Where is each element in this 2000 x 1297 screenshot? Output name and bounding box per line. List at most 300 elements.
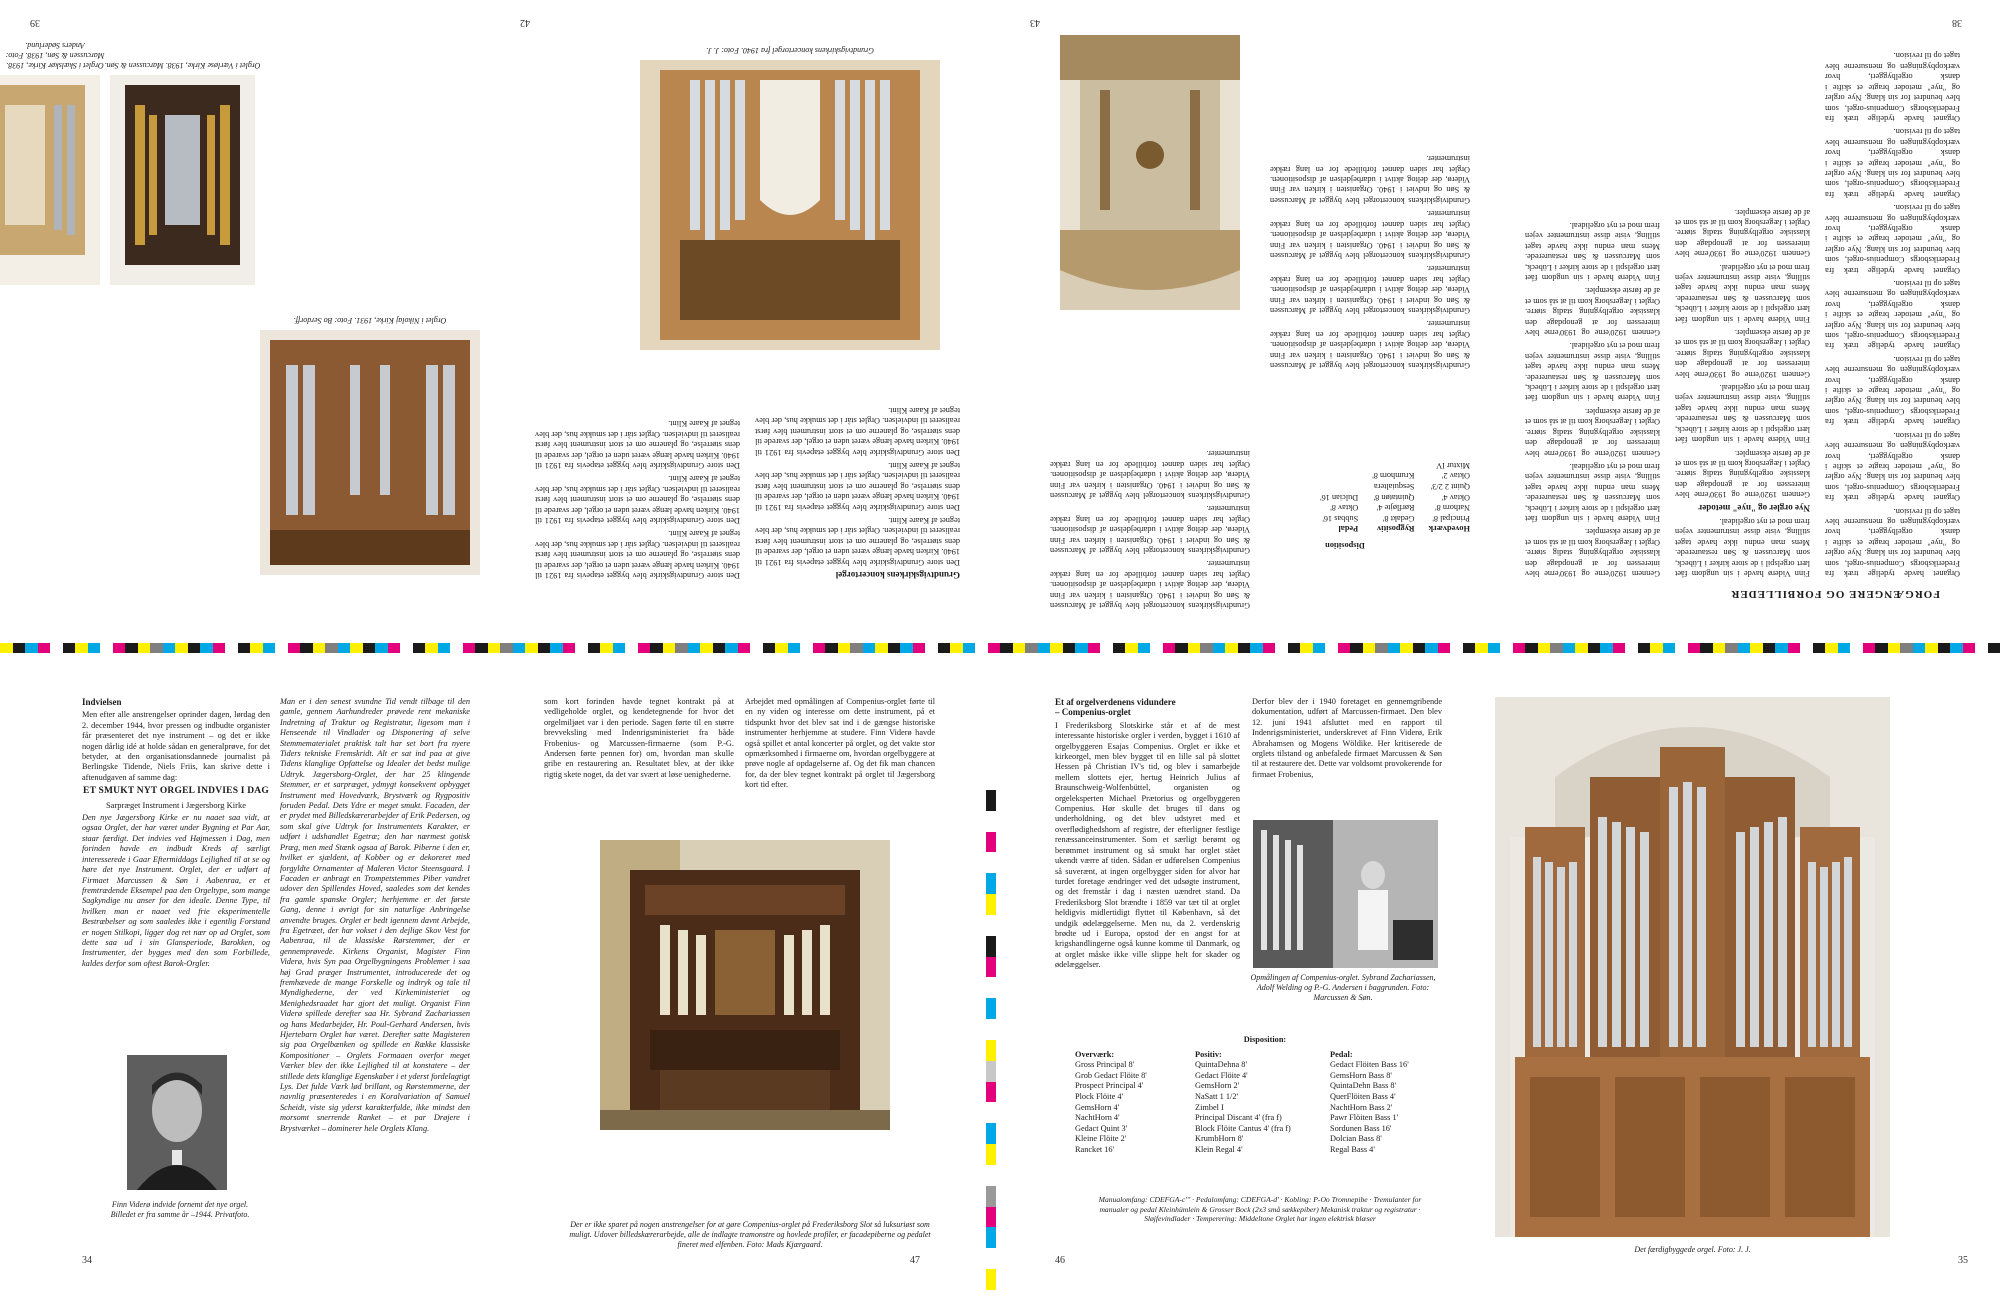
page-43 xyxy=(1005,0,1500,640)
color-patch xyxy=(113,643,126,653)
disposition-hovedvaerk: Hovedværk Principal 8' Nathorn 8' Oktav 4' Quint 2 2/3' Oktav 2' Mixtur IV xyxy=(1428,460,1470,534)
stop-item: KrumbHorn 8' xyxy=(1195,1134,1244,1144)
page-number: 39 xyxy=(30,17,40,28)
text-column: Finn Viderø havde i sin ungdom fået lært orgelspil i de store kirker i Lübeck, som Marcussen & Søn restaurerede. Mens man endnu ikke havde taget stilling, viste disse instrumenter vejen frem mod et nyt orgelideal. Nye orgler og "nye" metoder Gennem 1920'erne og 1930'erne blev interessen for at genopdage den klassiske orgelbygning stadig større. Orglet i Jægersborg kom til at stå som et af de første eksempler. Finn Viderø havde i sin ungdom fået lært orgelspil i de store kirker i Lübeck, som Marcussen & Søn restaurerede. Mens man endnu ikke havde taget stilling, viste disse instrumenter vejen frem mod et nyt orgelideal. Gennem 1920'erne og 1930'erne blev interessen for at genopdage den klassiske orgelbygning stadig større. Orglet i Jægersborg kom til at stå som et af de første eksempler. Finn Viderø havde i sin ungdom fået lært orgelspil i de store kirker i Lübeck, som Marcussen & Søn restaurerede. Mens man endnu ikke havde taget stilling, viste disse instrumenter vejen frem mod et nyt orgelideal. Gennem 1920'erne og 1930'erne blev interessen for at genopdage den klassiske orgelbygning stadig større. Orglet i Jægersborg kom til at stå som et af de første eksempler. xyxy=(1675,207,1810,578)
nikolaj-organ-photo xyxy=(260,330,480,575)
color-patch xyxy=(575,643,588,653)
color-patch xyxy=(1575,643,1588,653)
article-quote: Den nye Jægersborg Kirke er nu naaet saa vidt, at ogsaa Orglet, der har været under Bygning et Par Aar, staar færdigt. Det indvies ved Højmessen i Dag, men forinden havde en indbudt Kreds af særligt interesserede i Gaar Eftermiddags Lejlighed til at se og høre det nye Instrument. Orglet, der er udført af Firmaet Marcussen & Søn i Aabenraa, er et fremtrædende Eksempel paa den Orgeltype, som mange Sagkyndige nu anser for den ideale. Denne Type, til hvilken man er naaet ved frie eksperimentelle Bestræbelser og som saaledes ikke i egentlig Forstand er nogen Stilkopi, ligger dog ret nær op ad Orglet, som dette saa ud i sin Glansperiode, Barokken, og Instrumenter, der bygges med den som Forbillede, kaldes derfor som oftest Barok-Orgler. xyxy=(82,813,270,968)
color-patch xyxy=(1863,643,1876,653)
color-patch xyxy=(1675,643,1688,653)
color-patch xyxy=(525,643,538,653)
color-patch xyxy=(625,643,638,653)
stop-item: Sordunen Bass 16' xyxy=(1330,1123,1392,1133)
color-patch xyxy=(1400,643,1413,653)
color-patch xyxy=(800,643,813,653)
color-patch xyxy=(986,1019,996,1040)
compenius-measurement-photo xyxy=(1253,820,1438,968)
page-number: 42 xyxy=(520,17,530,28)
color-patch xyxy=(888,643,901,653)
stop-item: NaSatt 1 1/2' xyxy=(1195,1091,1238,1101)
color-patch xyxy=(1638,643,1651,653)
text-column: Indvielsen Men efter alle anstrengelser oprinder dagen, lørdag den 2. december 1944, hvor pressen og indbudte organister får præsenteret det nye instrument – og det er ikke nogen dårlig idé at holde sådan en generalprøve, for det betyder, at den organisationsdannede journalist på Berlingske Tidende, Niels Friis, kan skrive dette i aftenudgaven af samme dag: ET SMUKT NYT ORGEL INDVIES I DAG Sarpræget Instrument i Jægersborg Kirke Den nye Jægersborg Kirke er nu naaet saa vidt, at ogsaa Orglet, der har været under Bygning et Par Aar, staar færdigt. Det indvies ved Højmessen i Dag, men forinden havde en indbudt Kreds af særligt interesserede i Gaar Eftermiddags Lejlighed til at se og høre det nye Instrument. Orglet, der er udført af Firmaet Marcussen & Søn i Aabenraa, er et fremtrædende Eksempel paa den Orgeltype, som mange Sagkyndige nu anser for den ideale. Denne Type, til hvilken man er naaet ved frie eksperimentelle Bestræbelser og som saaledes ikke i egentlig Forstand er nogen Stilkopi, ligger dog ret nær op ad Orglet, som dette saa ud i sin Glansperiode, Barokken, og Instrumenter, der bygges med den som Forbillede, kaldes derfor som oftest Barok-Orgler. xyxy=(82,697,270,968)
disposition-pedal: Pedal: Gedact Flöiten Bass 16' GemsHorn Bass 8' QuintaDehn Bass 8' QuerFlöiten Bass 4' NachtHorn Bass 2' Pawr Flöiten Bass 1' Sordunen Bass 16' Dolcian Bass 8' Regal Bass 4' xyxy=(1330,1050,1455,1156)
color-patch xyxy=(638,643,651,653)
color-patch xyxy=(1313,643,1326,653)
stop-item: Oktav 2' xyxy=(1442,471,1470,481)
color-patch xyxy=(1538,643,1551,653)
section-heading: Et af orgelverdenens vidundere xyxy=(1055,697,1176,707)
color-patch xyxy=(175,643,188,653)
stop-item: Quintatøn 8' xyxy=(1373,492,1415,502)
stop-item: GemsHorn 2' xyxy=(1195,1081,1240,1091)
color-patch xyxy=(1550,643,1563,653)
disposition-list xyxy=(1429,459,1471,523)
color-patch xyxy=(538,643,551,653)
color-patch xyxy=(1238,643,1251,653)
color-patch xyxy=(88,643,101,653)
page-number: 35 xyxy=(1958,1255,1968,1266)
color-patch xyxy=(713,643,726,653)
stop-item: Regal Bass 4' xyxy=(1330,1144,1375,1154)
color-patch xyxy=(1900,643,1913,653)
stop-item: Block Flöite Cantus 4' (fra f) xyxy=(1195,1123,1291,1133)
color-patch xyxy=(488,643,501,653)
color-patch xyxy=(863,643,876,653)
photo-caption: Orglet i Værløse Kirke, 1938. Marcussen & Søn. xyxy=(104,61,261,70)
color-patch xyxy=(1488,643,1501,653)
stop-item: Grob Gedact Flöite 8' xyxy=(1075,1070,1147,1080)
color-patch xyxy=(1213,643,1226,653)
color-patch xyxy=(600,643,613,653)
color-patch xyxy=(375,643,388,653)
color-patch xyxy=(463,643,476,653)
color-patch xyxy=(613,643,626,653)
color-patch xyxy=(1813,643,1826,653)
color-patch xyxy=(1025,643,1038,653)
color-patch xyxy=(100,643,113,653)
photo-caption: Finn Viderø indvide fornemt det nye orgel. Billedet er fra samme år –1944. Privatfoto. xyxy=(110,1200,250,1219)
compenius-organ-photo xyxy=(600,840,890,1130)
color-patch xyxy=(688,643,701,653)
color-patch xyxy=(1775,643,1788,653)
color-patch xyxy=(63,643,76,653)
finn-videro-portrait xyxy=(127,1055,227,1190)
color-patch xyxy=(1250,643,1263,653)
disposition-oververk: Overværk: Gross Principal 8' Grob Gedact Flöite 8' Prospect Principal 4' Plock Flöite 4' GemsHorn 4' NachtHorn 4' Gedact Quint 3' Kleine Flöite 2' Rancket 16' xyxy=(1075,1050,1190,1156)
color-patch xyxy=(1050,643,1063,653)
stop-item: Gedakt 8' xyxy=(1382,513,1415,523)
stop-item: Gedact Flöite 4' xyxy=(1195,1070,1248,1080)
color-patch xyxy=(38,643,51,653)
color-patch xyxy=(925,643,938,653)
color-patch xyxy=(325,643,338,653)
disposition-footnote: Manualomfang: CDEFGA-c''' · Pedalomfang: CDEFGA-d' · Kobling: P-Oo Tromnepibe · Tremulanter for manualer og pedal Kleinhümlein & Grosser Bock (2x3 små sækkepiber) Mekanisk traktur og registratur · Sløjfevindlader · Temperering: Middeltone Orglet har ingen elektrisk blæser xyxy=(1098,1195,1422,1223)
color-patch xyxy=(338,643,351,653)
color-patch xyxy=(1738,643,1751,653)
color-patch xyxy=(263,643,276,653)
stop-item: Sesquialtera xyxy=(1373,482,1415,492)
section-heading: Grundtvigskirkens koncertorgel xyxy=(835,570,960,580)
section-heading: Indvielsen xyxy=(82,697,122,707)
grundtvig-organ-photo xyxy=(640,60,940,350)
color-patch xyxy=(1088,643,1101,653)
color-patch xyxy=(950,643,963,653)
stop-item: QuerFlöiten Bass 4' xyxy=(1330,1091,1396,1101)
color-patch xyxy=(1525,643,1538,653)
disposition-positiv: Positiv: QuintaDehna 8' Gedact Flöite 4' GemsHorn 2' NaSatt 1 1/2' Zimbel I Principal Discant 4' (fra f) Block Flöite Cantus 4' (fra f) KrumbHorn 8' Klein Regal 4' xyxy=(1195,1050,1325,1156)
stop-item: Dolcian Bass 8' xyxy=(1330,1134,1382,1144)
chapter-heading: FORGÆNGERE OG FORBILLEDER xyxy=(1730,588,1940,600)
color-patch xyxy=(1363,643,1376,653)
color-patch xyxy=(738,643,751,653)
color-patch xyxy=(1175,643,1188,653)
stop-item: Krumhorn 8' xyxy=(1372,471,1415,481)
stop-item: Rancket 16' xyxy=(1075,1144,1115,1154)
color-patch xyxy=(986,977,996,998)
color-patch xyxy=(1413,643,1426,653)
color-patch xyxy=(1063,643,1076,653)
color-patch xyxy=(986,1123,996,1144)
color-patch xyxy=(75,643,88,653)
page-46 xyxy=(1005,655,1490,1295)
color-patch xyxy=(1200,643,1213,653)
stop-item: Quint 2 2/3' xyxy=(1430,482,1470,492)
color-patch xyxy=(225,643,238,653)
color-patch xyxy=(188,643,201,653)
color-patch xyxy=(1275,643,1288,653)
stop-item: Pawr Flöiten Bass 1' xyxy=(1330,1113,1399,1123)
photo-caption: Orglet i Skælskør Kirke, 1938. Marcussen & Søn, 1938. Foto: Anders Søderlund. xyxy=(5,41,105,70)
photo-caption: Opmålingen af Compenius-orglet. Sybrand Zachariassen, Adolf Welding og P.-G. Andersen i baggrunden. Foto: Marcussen & Søn. xyxy=(1250,973,1436,1002)
color-patch xyxy=(1138,643,1151,653)
color-patch xyxy=(1150,643,1163,653)
color-patch xyxy=(1688,643,1701,653)
disposition-list xyxy=(1075,1060,1190,1155)
stop-item: Principal Discant 4' (fra f) xyxy=(1195,1113,1282,1123)
text-column: Gennem 1920'erne og 1930'erne blev interessen for at genopdage den klassiske orgelbygning stadig større. Orglet i Jægersborg kom til at stå som et af de første eksempler. Finn Viderø havde i sin ungdom fået lært orgelspil i de store kirker i Lübeck, som Marcussen & Søn restaurerede. Mens man endnu ikke havde taget stilling, viste disse instrumenter vejen frem mod et nyt orgelideal. Gennem 1920'erne og 1930'erne blev interessen for at genopdage den klassiske orgelbygning stadig større. Orglet i Jægersborg kom til at stå som et af de første eksempler. Finn Viderø havde i sin ungdom fået lært orgelspil i de store kirker i Lübeck, som Marcussen & Søn restaurerede. Mens man endnu ikke havde taget stilling, viste disse instrumenter vejen frem mod et nyt orgelideal. Gennem 1920'erne og 1930'erne blev interessen for at genopdage den klassiske orgelbygning stadig større. Orglet i Jægersborg kom til at stå som et af de første eksempler. Finn Viderø havde i sin ungdom fået lært orgelspil i de store kirker i Lübeck, som Marcussen & Søn restaurerede. Mens man endnu ikke havde taget stilling, viste disse instrumenter vejen frem mod et nyt orgelideal. xyxy=(1525,221,1660,578)
color-patch xyxy=(1850,643,1863,653)
color-patch xyxy=(450,643,463,653)
color-patch xyxy=(588,643,601,653)
article-title: ET SMUKT NYT ORGEL INDVIES I DAG xyxy=(83,786,269,797)
color-patch xyxy=(1938,643,1951,653)
page-number: 47 xyxy=(910,1255,920,1266)
disposition-title: Disposition: xyxy=(1243,1035,1287,1044)
color-patch xyxy=(700,643,713,653)
color-patch xyxy=(986,998,996,1019)
color-patch xyxy=(1163,643,1176,653)
page-number: 38 xyxy=(1952,17,1962,28)
organ-balcony-photo xyxy=(1060,35,1240,310)
color-patch xyxy=(975,643,988,653)
color-patch xyxy=(1625,643,1638,653)
text-column: Et af orgelverdenens vidundere – Compenius-orglet I Frederiksborg Slotskirke står et af de mest interessante historiske orgler i verden, bygget i 1610 af orgelbyggeren Esajas Compenius. Orglet er ikke et kirkeorgel, men blev bygget til en lille sal på slottet Hessen på Christian IV's tid, og blev i samarbejde mellem slottets ejer, hertug Heinrich Julius af Braunschweig-Wolfenbüttel, organisten og orgeleksperten Michael Prætorius og orgelbyggeren Compenius. Hør skulle det bruges til dans og underholdning, og det blev udstyret med et overflødighedshorn af registre, der efterligner festlige renæssanceinstrumenter. Som et særligt berømt og berømmet instrument og så smukt har orglet stået ukendt værre af tiden. Sådan er udførelsen Compenius så suverænt, at ingen orgelbygger siden for alvor har turdet foretage ændringer ved det udsøgte instrument, og det fremstår i dag i næsten uændret stand. Da Frederiksborg Slot brændte i 1859 var tæt til at orglet heldigvis midlertidigt flyttet til København, så det undgik ødelæggelserne. Men nu, da 2. verdenskrig brødte ud i Europa, opstod der en angst for at krigshandlingerne også kunne komme til Danmark, og at orglet måske ikke ville slippe helt for skader og ødelæggelser. xyxy=(1055,697,1240,970)
color-patch xyxy=(1288,643,1301,653)
color-patch xyxy=(350,643,363,653)
disposition-list xyxy=(1320,491,1358,523)
color-patch xyxy=(1188,643,1201,653)
color-patch xyxy=(138,643,151,653)
color-patch xyxy=(200,643,213,653)
stop-item: GemsHorn Bass 8' xyxy=(1330,1070,1392,1080)
stop-item: Subbas 16' xyxy=(1322,513,1359,523)
color-patch xyxy=(1913,643,1926,653)
skaelskor-organ-photo xyxy=(0,75,100,285)
color-patch xyxy=(1338,643,1351,653)
color-patch xyxy=(650,643,663,653)
color-patch xyxy=(288,643,301,653)
color-patch xyxy=(913,643,926,653)
color-patch xyxy=(438,643,451,653)
page-number: 43 xyxy=(1030,17,1040,28)
color-patch xyxy=(425,643,438,653)
color-patch xyxy=(986,894,996,915)
disposition-rygpositiv: Rygpositiv Gedakt 8' Rørfløjte 4' Quintatøn 8' Sesquialtera Krumhorn 8' xyxy=(1372,471,1415,534)
color-patch xyxy=(986,936,996,957)
color-patch xyxy=(986,832,996,853)
color-patch xyxy=(986,1061,996,1082)
photo-caption: Der er ikke sparet på nogen anstrengelser for at gøre Compenius-orglet på Frederiksborg Slot så luksuriøst som muligt. Udover billedskærerarbejde, alle de indlagte tramonstre og hovlede profiler, er facadepiberne og pedalet fineret med elfenben. Foto: Mads Kjærgaard. xyxy=(569,1220,931,1249)
color-patch xyxy=(413,643,426,653)
color-patch xyxy=(1375,643,1388,653)
color-patch xyxy=(986,1248,996,1269)
text-column: Arbejdet med opmålingen af Compenius-orglet førte til en ny viden og interesse om dette instrument, på et tidspunkt hvor det blev sat ind i de gængse historiske instrumenter herhjemme at studere. Finn Viderø havde også spillet et antal koncerter på orglet, og det vakte stor opmærksomhed i firmaerne om, hvordan orgelbyggere at prøve nogle af opdagelserne af. Og det fik man chancen for, da der blev tegnet kontrakt på orglet til Jægersborg kort tid efter. xyxy=(745,697,935,790)
color-patch xyxy=(1725,643,1738,653)
color-patch xyxy=(900,643,913,653)
color-patch xyxy=(250,643,263,653)
stop-item: Gross Principal 8' xyxy=(1075,1060,1135,1070)
text-column: Grundtvigskirkens koncertorgel blev bygget af Marcussen & Søn og indviet i 1940. Organisten i kirken var Finn Viderø, der deltog aktivt i udarbejdelsen af dispositionen. Orglet har siden dannet forbillede for en lang række instrumenter. Grundtvigskirkens koncertorgel blev bygget af Marcussen & Søn og indviet i 1940. Organisten i kirken var Finn Viderø, der deltog aktivt i udarbejdelsen af dispositionen. Orglet har siden dannet forbillede for en lang række instrumenter. Grundtvigskirkens koncertorgel blev bygget af Marcussen & Søn og indviet i 1940. Organisten i kirken var Finn Viderø, der deltog aktivt i udarbejdelsen af dispositionen. Orglet har siden dannet forbillede for en lang række instrumenter. xyxy=(1050,449,1250,610)
vaerlose-organ-photo xyxy=(110,75,255,285)
page-38 xyxy=(1500,0,2000,640)
stop-item: NachtHorn 4' xyxy=(1075,1113,1120,1123)
color-patch xyxy=(475,643,488,653)
registration-color-strip xyxy=(0,643,2000,653)
color-patch xyxy=(163,643,176,653)
color-patch xyxy=(1125,643,1138,653)
color-patch xyxy=(1950,643,1963,653)
color-patch xyxy=(986,1186,996,1207)
registration-color-bar xyxy=(986,790,996,1290)
color-patch xyxy=(986,1227,996,1248)
color-patch xyxy=(300,643,313,653)
color-patch xyxy=(986,1102,996,1123)
stop-item: Gedact Flöiten Bass 16' xyxy=(1330,1060,1409,1070)
disposition-list xyxy=(1195,1060,1325,1155)
stop-item: GemsHorn 4' xyxy=(1075,1102,1120,1112)
color-patch xyxy=(775,643,788,653)
stop-item: Klein Regal 4' xyxy=(1195,1144,1243,1154)
text-column: Organet havde tydelige træk fra Frederiksborgs Compenius-orgel, som blev beundret for sin klang. Nye orgler og "nye" metoder bragte et skifte i dansk orgelbyggeri, hvor værkopbygningen og mensurerne blev taget op til revision. Organet havde tydelige træk fra Frederiksborgs Compenius-orgel, som blev beundret for sin klang. Nye orgler og "nye" metoder bragte et skifte i dansk orgelbyggeri, hvor værkopbygningen og mensurerne blev taget op til revision. Organet havde tydelige træk fra Frederiksborgs Compenius-orgel, som blev beundret for sin klang. Nye orgler og "nye" metoder bragte et skifte i dansk orgelbyggeri, hvor værkopbygningen og mensurerne blev taget op til revision. Organet havde tydelige træk fra Frederiksborgs Compenius-orgel, som blev beundret for sin klang. Nye orgler og "nye" metoder bragte et skifte i dansk orgelbyggeri, hvor værkopbygningen og mensurerne blev taget op til revision. Organet havde tydelige træk fra Frederiksborgs Compenius-orgel, som blev beundret for sin klang. Nye orgler og "nye" metoder bragte et skifte i dansk orgelbyggeri, hvor værkopbygningen og mensurerne blev taget op til revision. Organet havde tydelige træk fra Frederiksborgs Compenius-orgel, som blev beundret for sin klang. Nye orgler og "nye" metoder bragte et skifte i dansk orgelbyggeri, hvor værkopbygningen og mensurerne blev taget op til revision. Organet havde tydelige træk fra Frederiksborgs Compenius-orgel, som blev beundret for sin klang. Nye orgler og "nye" metoder bragte et skifte i dansk orgelbyggeri, hvor værkopbygningen og mensurerne blev taget op til revision. xyxy=(1825,51,1960,578)
color-patch xyxy=(763,643,776,653)
color-patch xyxy=(1563,643,1576,653)
page-39 xyxy=(0,0,500,640)
color-patch xyxy=(986,1082,996,1103)
color-patch xyxy=(986,915,996,936)
color-patch xyxy=(25,643,38,653)
compenius-disposition xyxy=(1075,1035,1455,1156)
color-patch xyxy=(0,643,13,653)
color-patch xyxy=(813,643,826,653)
color-patch xyxy=(1438,643,1451,653)
page-number: 34 xyxy=(82,1255,92,1266)
color-patch xyxy=(1513,643,1526,653)
color-patch xyxy=(213,643,226,653)
text-column: som kort forinden havde tegnet kontrakt på at vedligeholde orglet, og kendetegnende for hvor det orgelmiljøet var i den periode. Sagen førte til en større brevveksling med Indenrigsministeriet fra både Frobenius- og Marcussen-firmaerne (som P.-G. Andersen førte pennen for) om, hvordan man skulle gribe en restaurering an. Resultatet blev, at der ikke rigtig skete noget, da det var svært at løse uenighederne. xyxy=(544,697,734,779)
page-34 xyxy=(0,655,500,1295)
page-42 xyxy=(500,0,995,640)
color-patch xyxy=(400,643,413,653)
color-patch xyxy=(1350,643,1363,653)
color-patch xyxy=(1663,643,1676,653)
color-patch xyxy=(963,643,976,653)
color-patch xyxy=(1450,643,1463,653)
stop-item: Oktav 8' xyxy=(1330,503,1359,513)
stop-item: Plock Flöite 4' xyxy=(1075,1091,1124,1101)
disposition-list xyxy=(1330,1060,1455,1155)
stop-item: NachtHorn Bass 2' xyxy=(1330,1102,1393,1112)
color-patch xyxy=(875,643,888,653)
color-patch xyxy=(988,643,1001,653)
stop-item: Zimbel I xyxy=(1195,1102,1224,1112)
stop-item: Nathorn 8' xyxy=(1435,503,1470,513)
text-column: Den store Grundtvigskirke blev bygget etapevis fra 1921 til 1940. Kirken havde længe været uden et orgel, der svarede til dens størrelse, og planerne om et stort instrument blev først realiseret til indvielsen. Orglet står i det smukke hus, der blev tegnet af Kaare Klint. Den store Grundtvigskirke blev bygget etapevis fra 1921 til 1940. Kirken havde længe været uden et orgel, der svarede til dens størrelse, og planerne om et stort instrument blev først realiseret til indvielsen. Orglet står i det smukke hus, der blev tegnet af Kaare Klint. Den store Grundtvigskirke blev bygget etapevis fra 1921 til 1940. Kirken havde længe været uden et orgel, der svarede til dens størrelse, og planerne om et stort instrument blev først realiseret til indvielsen. Orglet står i det smukke hus, der blev tegnet af Kaare Klint. xyxy=(535,419,740,580)
color-patch xyxy=(1713,643,1726,653)
color-patch xyxy=(1700,643,1713,653)
color-patch xyxy=(550,643,563,653)
disposition-list xyxy=(1372,470,1414,523)
color-patch xyxy=(1425,643,1438,653)
bottom-spread xyxy=(0,655,2000,1297)
color-patch xyxy=(1600,643,1613,653)
color-patch xyxy=(986,1165,996,1186)
photo-caption: Orglet i Nikolaj Kirke, 1931. Foto: Bo Serdorff. xyxy=(293,316,447,325)
color-patch xyxy=(50,643,63,653)
color-patch xyxy=(563,643,576,653)
color-patch xyxy=(238,643,251,653)
color-patch xyxy=(788,643,801,653)
color-patch xyxy=(1013,643,1026,653)
color-patch xyxy=(1888,643,1901,653)
color-patch xyxy=(1838,643,1851,653)
color-patch xyxy=(1800,643,1813,653)
color-patch xyxy=(986,1207,996,1228)
page-number: 46 xyxy=(1055,1255,1065,1266)
stop-item: Prospect Principal 4' xyxy=(1075,1081,1144,1091)
color-patch xyxy=(1588,643,1601,653)
color-patch xyxy=(313,643,326,653)
color-patch xyxy=(1763,643,1776,653)
color-patch xyxy=(1325,643,1338,653)
color-patch xyxy=(825,643,838,653)
color-patch xyxy=(500,643,513,653)
color-patch xyxy=(125,643,138,653)
color-patch xyxy=(1925,643,1938,653)
color-patch xyxy=(750,643,763,653)
text-column: Man er i den senest svundne Tid vendt tilbage til den gamle, gennem Aarhundreder prøvede rent mekaniske Indretning af Traktur og Registratur, ligesom man i Henseende til Vindlader og Disponering af selve Stemmematerialet praktisk talt har set bort fra nyere Tiders tekniske Fremskridt. Alt er sat ind paa at give Tidens klanglige Opfattelse og Idealer det bedst mulige Udtryk. Jægersborg-Orglet, der har 25 klingende Stemmer, er et sarpræget, ydmygt konsekvent opbygget Instrument med Hovedværk, Brystværk og Rygpositiv foruden Pedal. Dets Ydre er meget smukt. Facaden, der er prydet med Billedskærerarbejder af Erik Pedersen, og som skal give Udtryk for Instrumentets Karakter, er udført i udshandlet Egetræ; den har nærmest gotisk Præg, men med Stænk ogsaa af Barok. Piberne i den er, hvilket er sjældent, af Kobber og er dekoreret med forgyldte Ornamenter af Maleren Victor Steensgaard. I Facaden er anbragt en Trompetstemmes Piber vandret udover den Spillendes Hoved, saaledes som det kendes fra gamle spanske Orgler; herhjemme er det første Gang, denne i øvrigt for sin naturlige Anbringelse anvendte bruges. Orglet er bedt igennem davnt Arbejde, fra Egetræet, der har vokset i den dejlige Skov Vest for Aabenraa, til de klassiske Rørstemmer, der er gennemprøvede. Kirkens Organist, Magister Finn Viderø, hvis Syn paa Orgelbygningens Problemer i saa høj Grad præger Instrumentet, introducerede det og fremhævede de mange Forskelle og indtryk og tale til Myndighederne, der ved Kirkeministeriet og Menighedsraadet har gjort det muligt. Organist Finn Viderø spillede derefter saa Hr. Sybrand Zachariassen og hans Medarbejder, Hr. Poul-Gerhard Andersen, hvis Hjertebarn Orglet har været. Derefter satte Magisteren sig paa Orgelbænken og spillede en Række klassiske Kompositioner – Orglets Formaaen overfor meget Værker blev der ikke Lejlighed til at konstatere – der stillede dets klanglige Egenskaber i et yderst fordelagtigt Lys. Det fulde Værk lød brillant, og Rørstemmerne, der navnlig præsenteredes i en Koralvariation af Samuel Scheidt, viste sig yderst karakterfulde, ikke mindst den morsomt snerrende Ranket – et par Drøjere i Brystværket – dominerer hele Orglets Klang. xyxy=(280,697,470,1133)
color-patch xyxy=(1475,643,1488,653)
color-patch xyxy=(1825,643,1838,653)
color-patch xyxy=(1613,643,1626,653)
color-patch xyxy=(1500,643,1513,653)
stop-item: Principal 8' xyxy=(1432,513,1470,523)
color-patch xyxy=(363,643,376,653)
color-patch xyxy=(1263,643,1276,653)
color-patch xyxy=(663,643,676,653)
color-patch xyxy=(1113,643,1126,653)
stop-item: QuintaDehn Bass 8' xyxy=(1330,1081,1397,1091)
color-patch xyxy=(1463,643,1476,653)
stop-item: Oktav 4' xyxy=(1442,492,1470,502)
color-patch xyxy=(1075,643,1088,653)
color-patch xyxy=(986,1040,996,1061)
page-47 xyxy=(500,655,985,1295)
color-patch xyxy=(275,643,288,653)
color-patch xyxy=(1100,643,1113,653)
page-35 xyxy=(1490,655,2000,1295)
text-column: Derfor blev der i 1940 foretaget en gennemgribende dokumentation, udført af Marcussen-firmaet. Den blev 12. juni 1941 afsluttet med en rapport til Indenrigsministeriet, underskrevet af Finn Viderø, Erik Abrahamsen og Mogens Wöldike. Her kritiserede de orglets tilstand og anbefalede firmaet Marcussen & Søn til at restaurere det. Dette var voldsomt provokerende for firmaet Frobenius, xyxy=(1252,697,1442,779)
stop-item: Mixtur IV xyxy=(1436,460,1470,470)
color-patch xyxy=(1300,643,1313,653)
color-patch xyxy=(1225,643,1238,653)
color-patch xyxy=(986,852,996,873)
color-patch xyxy=(1875,643,1888,653)
color-patch xyxy=(986,811,996,832)
color-patch xyxy=(1788,643,1801,653)
disposition: Disposition Hovedværk Principal 8' Nathorn 8' Oktav 4' Quint 2 2/3' Oktav 2' Mixtur IV Rygpositiv Gedakt 8' Rørfløjte 4' Quintatøn 8' Sesquialtera Krumhorn 8' Pedal Subbas 16' Oktav 8' Dulcian 16' xyxy=(1320,460,1470,550)
stop-item: Rørfløjte 4' xyxy=(1376,503,1415,513)
section-heading: Nye orgler og "nye" metoder xyxy=(1698,502,1810,513)
color-patch xyxy=(150,643,163,653)
color-patch xyxy=(675,643,688,653)
photo-caption: Grundtvigskirkens koncertorgel fra 1940. Foto: J. J. xyxy=(706,46,874,55)
color-patch xyxy=(1000,643,1013,653)
color-patch xyxy=(388,643,401,653)
stop-item: Dulcian 16' xyxy=(1320,492,1359,502)
stop-item: Kleine Flöite 2' xyxy=(1075,1134,1127,1144)
color-patch xyxy=(986,873,996,894)
color-patch xyxy=(1388,643,1401,653)
color-patch xyxy=(1650,643,1663,653)
disposition-pedal: Pedal Subbas 16' Oktav 8' Dulcian 16' xyxy=(1320,492,1359,534)
section-subheading: – Compenius-orglet xyxy=(1055,707,1131,718)
article-subtitle: Sarpræget Instrument i Jægersborg Kirke xyxy=(105,799,247,810)
color-patch xyxy=(986,957,996,978)
color-patch xyxy=(13,643,26,653)
stop-item: QuintaDehna 8' xyxy=(1195,1060,1247,1070)
color-patch xyxy=(986,790,996,811)
color-patch xyxy=(1963,643,1976,653)
color-patch xyxy=(725,643,738,653)
finished-organ-photo xyxy=(1495,697,1890,1237)
color-patch xyxy=(513,643,526,653)
color-patch xyxy=(986,1269,996,1290)
color-patch xyxy=(938,643,951,653)
top-spread xyxy=(0,0,2000,640)
color-patch xyxy=(1988,643,2000,653)
stop-item: Gedact Quint 3' xyxy=(1075,1123,1128,1133)
color-patch xyxy=(1750,643,1763,653)
color-patch xyxy=(838,643,851,653)
text-column: Grundtvigskirkens koncertorgel blev bygget af Marcussen & Søn og indviet i 1940. Organisten i kirken var Finn Viderø, der deltog aktivt i udarbejdelsen af dispositionen. Orglet har siden dannet forbillede for en lang række instrumenter. Grundtvigskirkens koncertorgel blev bygget af Marcussen & Søn og indviet i 1940. Organisten i kirken var Finn Viderø, der deltog aktivt i udarbejdelsen af dispositionen. Orglet har siden dannet forbillede for en lang række instrumenter. Grundtvigskirkens koncertorgel blev bygget af Marcussen & Søn og indviet i 1940. Organisten i kirken var Finn Viderø, der deltog aktivt i udarbejdelsen af dispositionen. Orglet har siden dannet forbillede for en lang række instrumenter. Grundtvigskirkens koncertorgel blev bygget af Marcussen & Søn og indviet i 1940. Organisten i kirken var Finn Viderø, der deltog aktivt i udarbejdelsen af dispositionen. Orglet har siden dannet forbillede for en lang række instrumenter. xyxy=(1270,154,1470,370)
photo-caption: Det færdigbyggede orgel. Foto: J. J. xyxy=(1634,1245,1751,1254)
color-patch xyxy=(1975,643,1988,653)
color-patch xyxy=(850,643,863,653)
text-column: Grundtvigskirkens koncertorgel Den store Grundtvigskirke blev bygget etapevis fra 1921 til 1940. Kirken havde længe været uden et orgel, der svarede til dens størrelse, og planerne om et stort instrument blev først realiseret til indvielsen. Orglet står i det smukke hus, der blev tegnet af Kaare Klint. Den store Grundtvigskirke blev bygget etapevis fra 1921 til 1940. Kirken havde længe været uden et orgel, der svarede til dens størrelse, og planerne om et stort instrument blev først realiseret til indvielsen. Orglet står i det smukke hus, der blev tegnet af Kaare Klint. Den store Grundtvigskirke blev bygget etapevis fra 1921 til 1940. Kirken havde længe været uden et orgel, der svarede til dens størrelse, og planerne om et stort instrument blev først realiseret til indvielsen. Orglet står i det smukke hus, der blev tegnet af Kaare Klint. xyxy=(755,405,960,580)
color-patch xyxy=(986,1144,996,1165)
color-patch xyxy=(1038,643,1051,653)
